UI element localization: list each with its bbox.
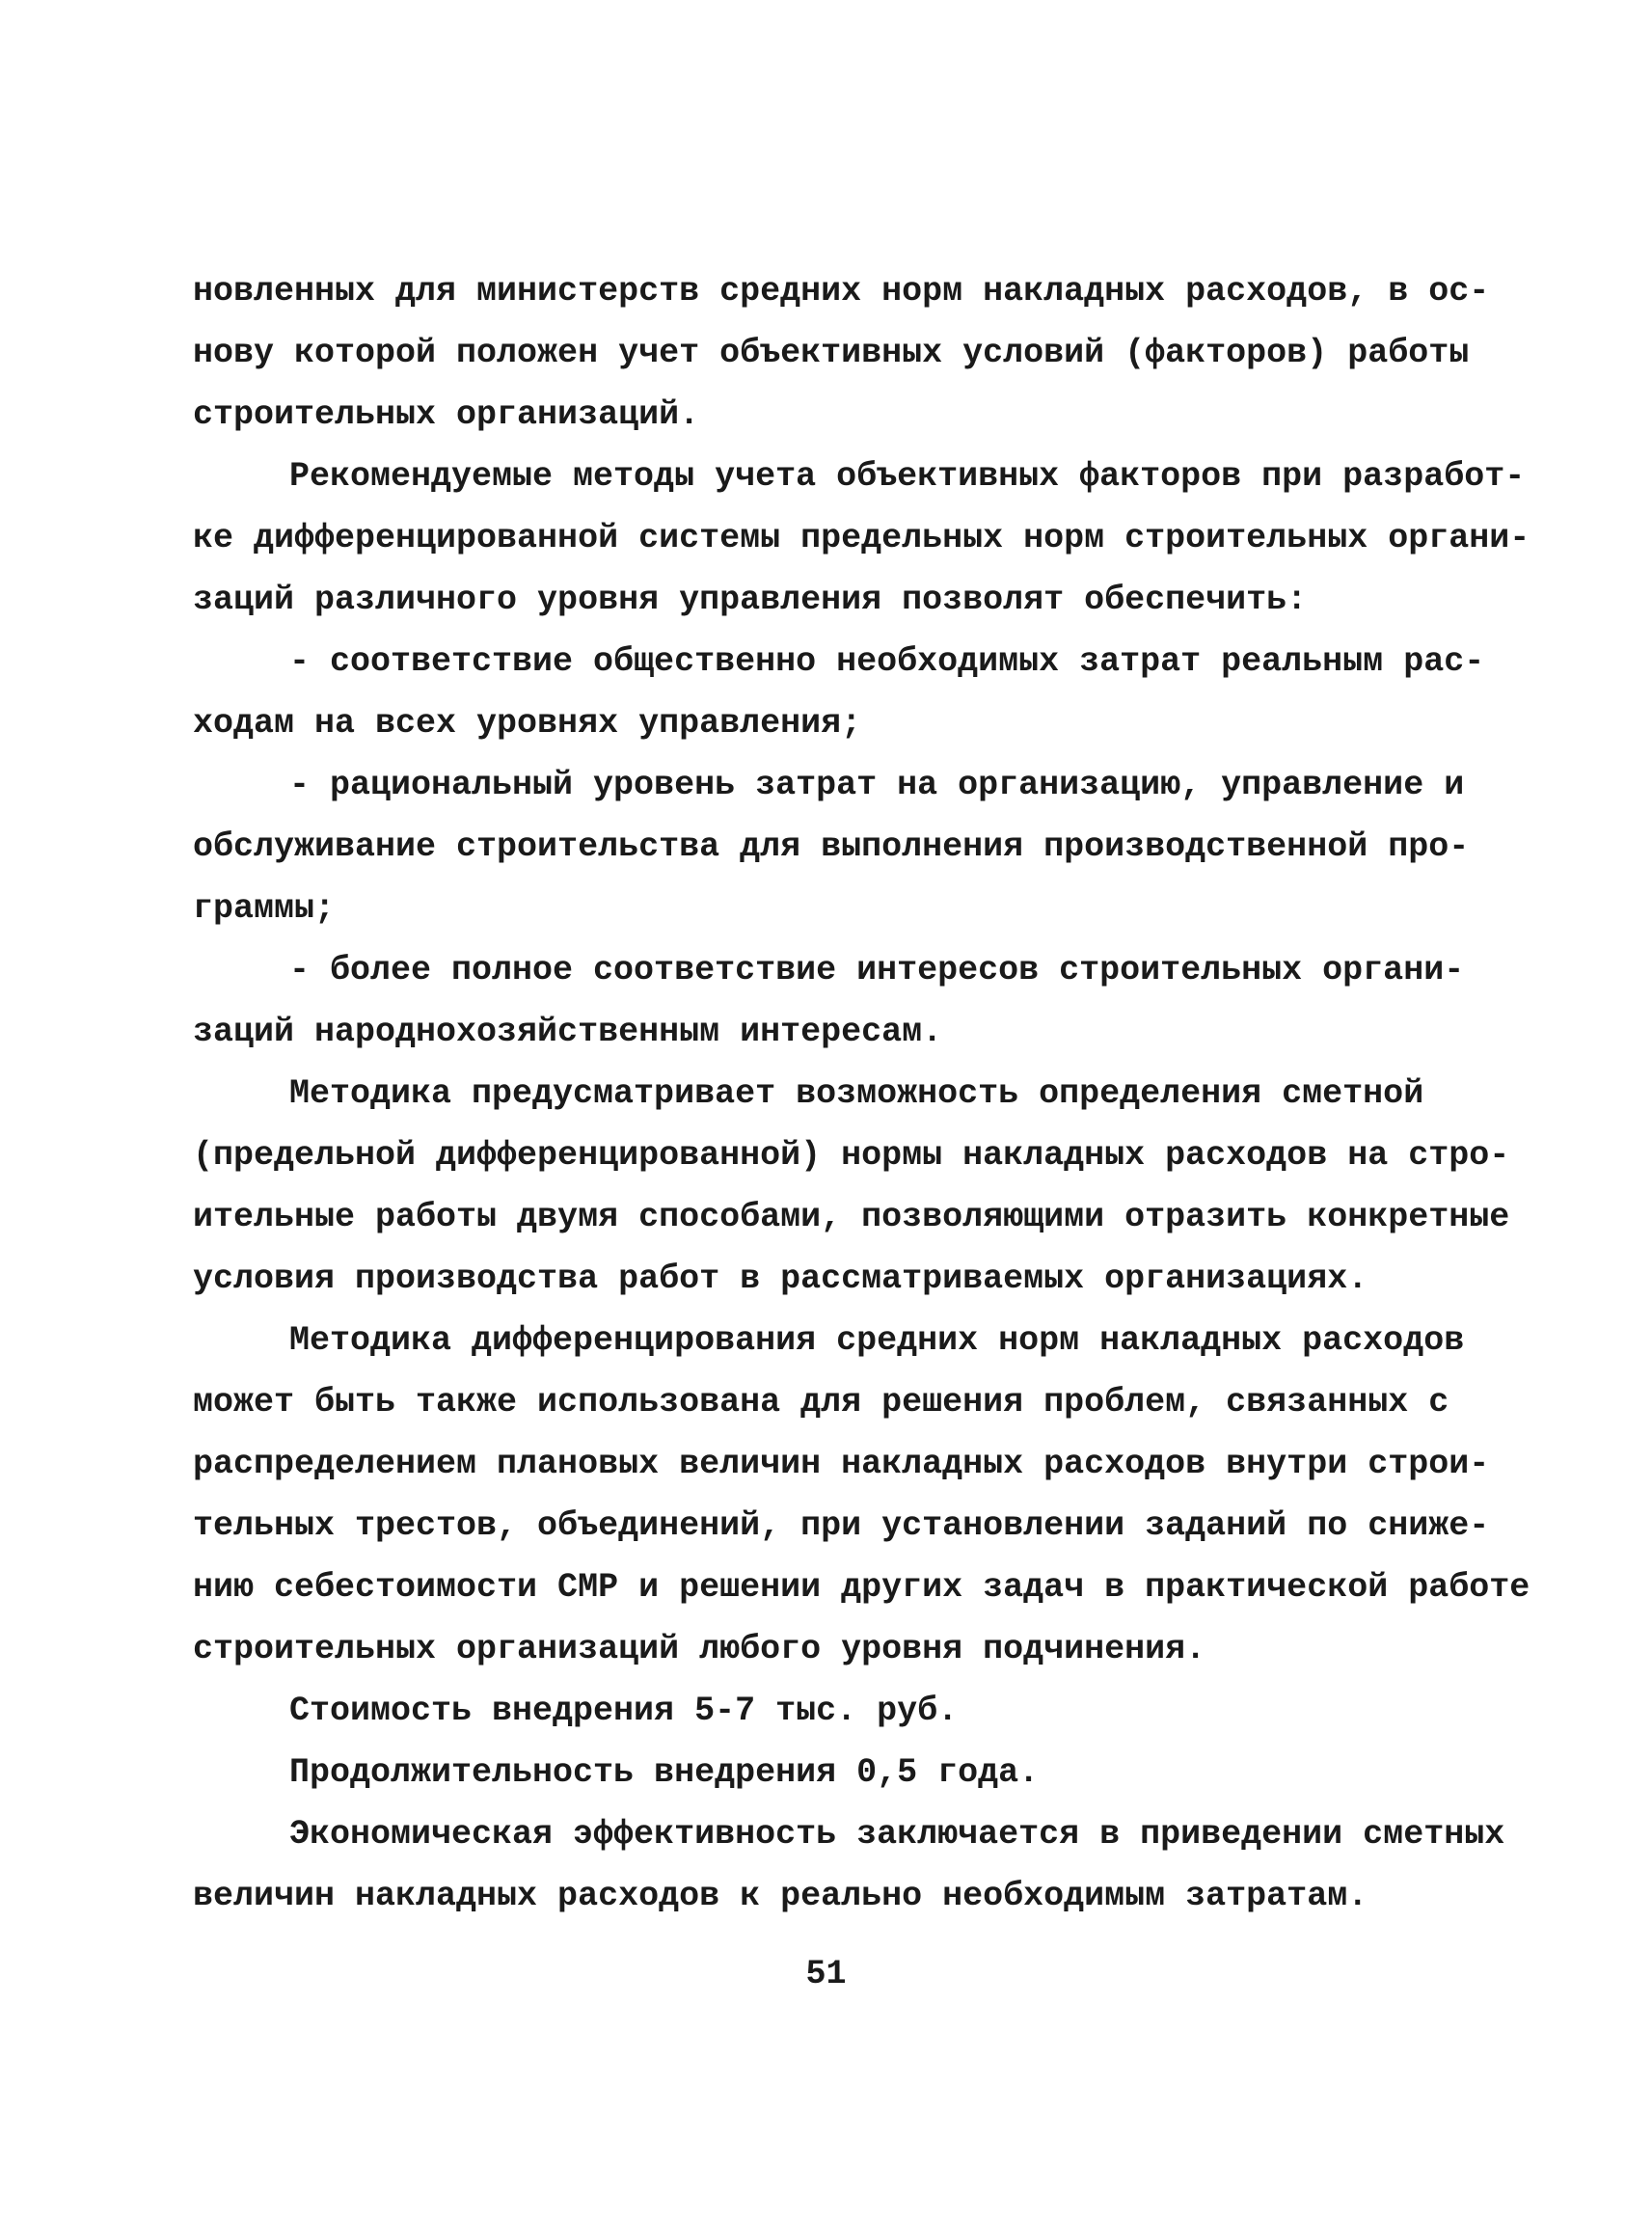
text-line: заций различного уровня управления позволят обеспечить: bbox=[193, 581, 1308, 619]
text-line: может быть также использована для решения проблем, связанных с bbox=[193, 1383, 1449, 1422]
paragraph-start: Продолжительность внедрения 0,5 года. bbox=[289, 1753, 1040, 1792]
text-line: строительных организаций любого уровня подчинения. bbox=[193, 1630, 1206, 1668]
text-line: (предельной дифференцированной) нормы накладных расходов на стро- bbox=[193, 1136, 1510, 1175]
paragraph-start: Методика дифференцирования средних норм накладных расходов bbox=[289, 1321, 1465, 1360]
text-line: величин накладных расходов к реально необходимым затратам. bbox=[193, 1877, 1368, 1915]
text-line: новленных для министерств средних норм накладных расходов, в ос- bbox=[193, 272, 1490, 311]
text-line: нию себестоимости СМР и решении других задач в практической работе bbox=[193, 1568, 1530, 1607]
text-line: условия производства работ в рассматриваемых организациях. bbox=[193, 1259, 1368, 1298]
text-line: ительные работы двумя способами, позволяющими отразить конкретные bbox=[193, 1198, 1510, 1236]
text-line: распределением плановых величин накладных расходов внутри строи- bbox=[193, 1445, 1490, 1483]
text-line: ходам на всех уровнях управления; bbox=[193, 704, 862, 743]
text-line: заций народнохозяйственным интересам. bbox=[193, 1013, 943, 1051]
list-item: - соответствие общественно необходимых затрат реальным рас- bbox=[289, 642, 1485, 681]
paragraph-start: Методика предусматривает возможность определения сметной bbox=[289, 1074, 1424, 1113]
page-number: 51 bbox=[805, 1955, 847, 1993]
list-item: - рациональный уровень затрат на организацию, управление и bbox=[289, 766, 1465, 804]
text-line: обслуживание строительства для выполнения производственной про- bbox=[193, 827, 1470, 866]
text-line: тельных трестов, объединений, при установлении заданий по сниже- bbox=[193, 1506, 1490, 1545]
text-line: строительных организаций. bbox=[193, 395, 700, 434]
text-line: нову которой положен учет объективных условий (факторов) работы bbox=[193, 334, 1470, 372]
paragraph-start: Экономическая эффективность заключается в приведении сметных bbox=[289, 1815, 1505, 1854]
paragraph-start: Стоимость внедрения 5-7 тыс. руб. bbox=[289, 1692, 959, 1730]
list-item: - более полное соответствие интересов строительных органи- bbox=[289, 951, 1465, 989]
body-text bbox=[193, 260, 1530, 1927]
paragraph-start: Рекомендуемые методы учета объективных факторов при разработ- bbox=[289, 457, 1526, 496]
text-line: ке дифференцированной системы предельных норм строительных органи- bbox=[193, 519, 1530, 557]
text-line: граммы; bbox=[193, 889, 336, 928]
